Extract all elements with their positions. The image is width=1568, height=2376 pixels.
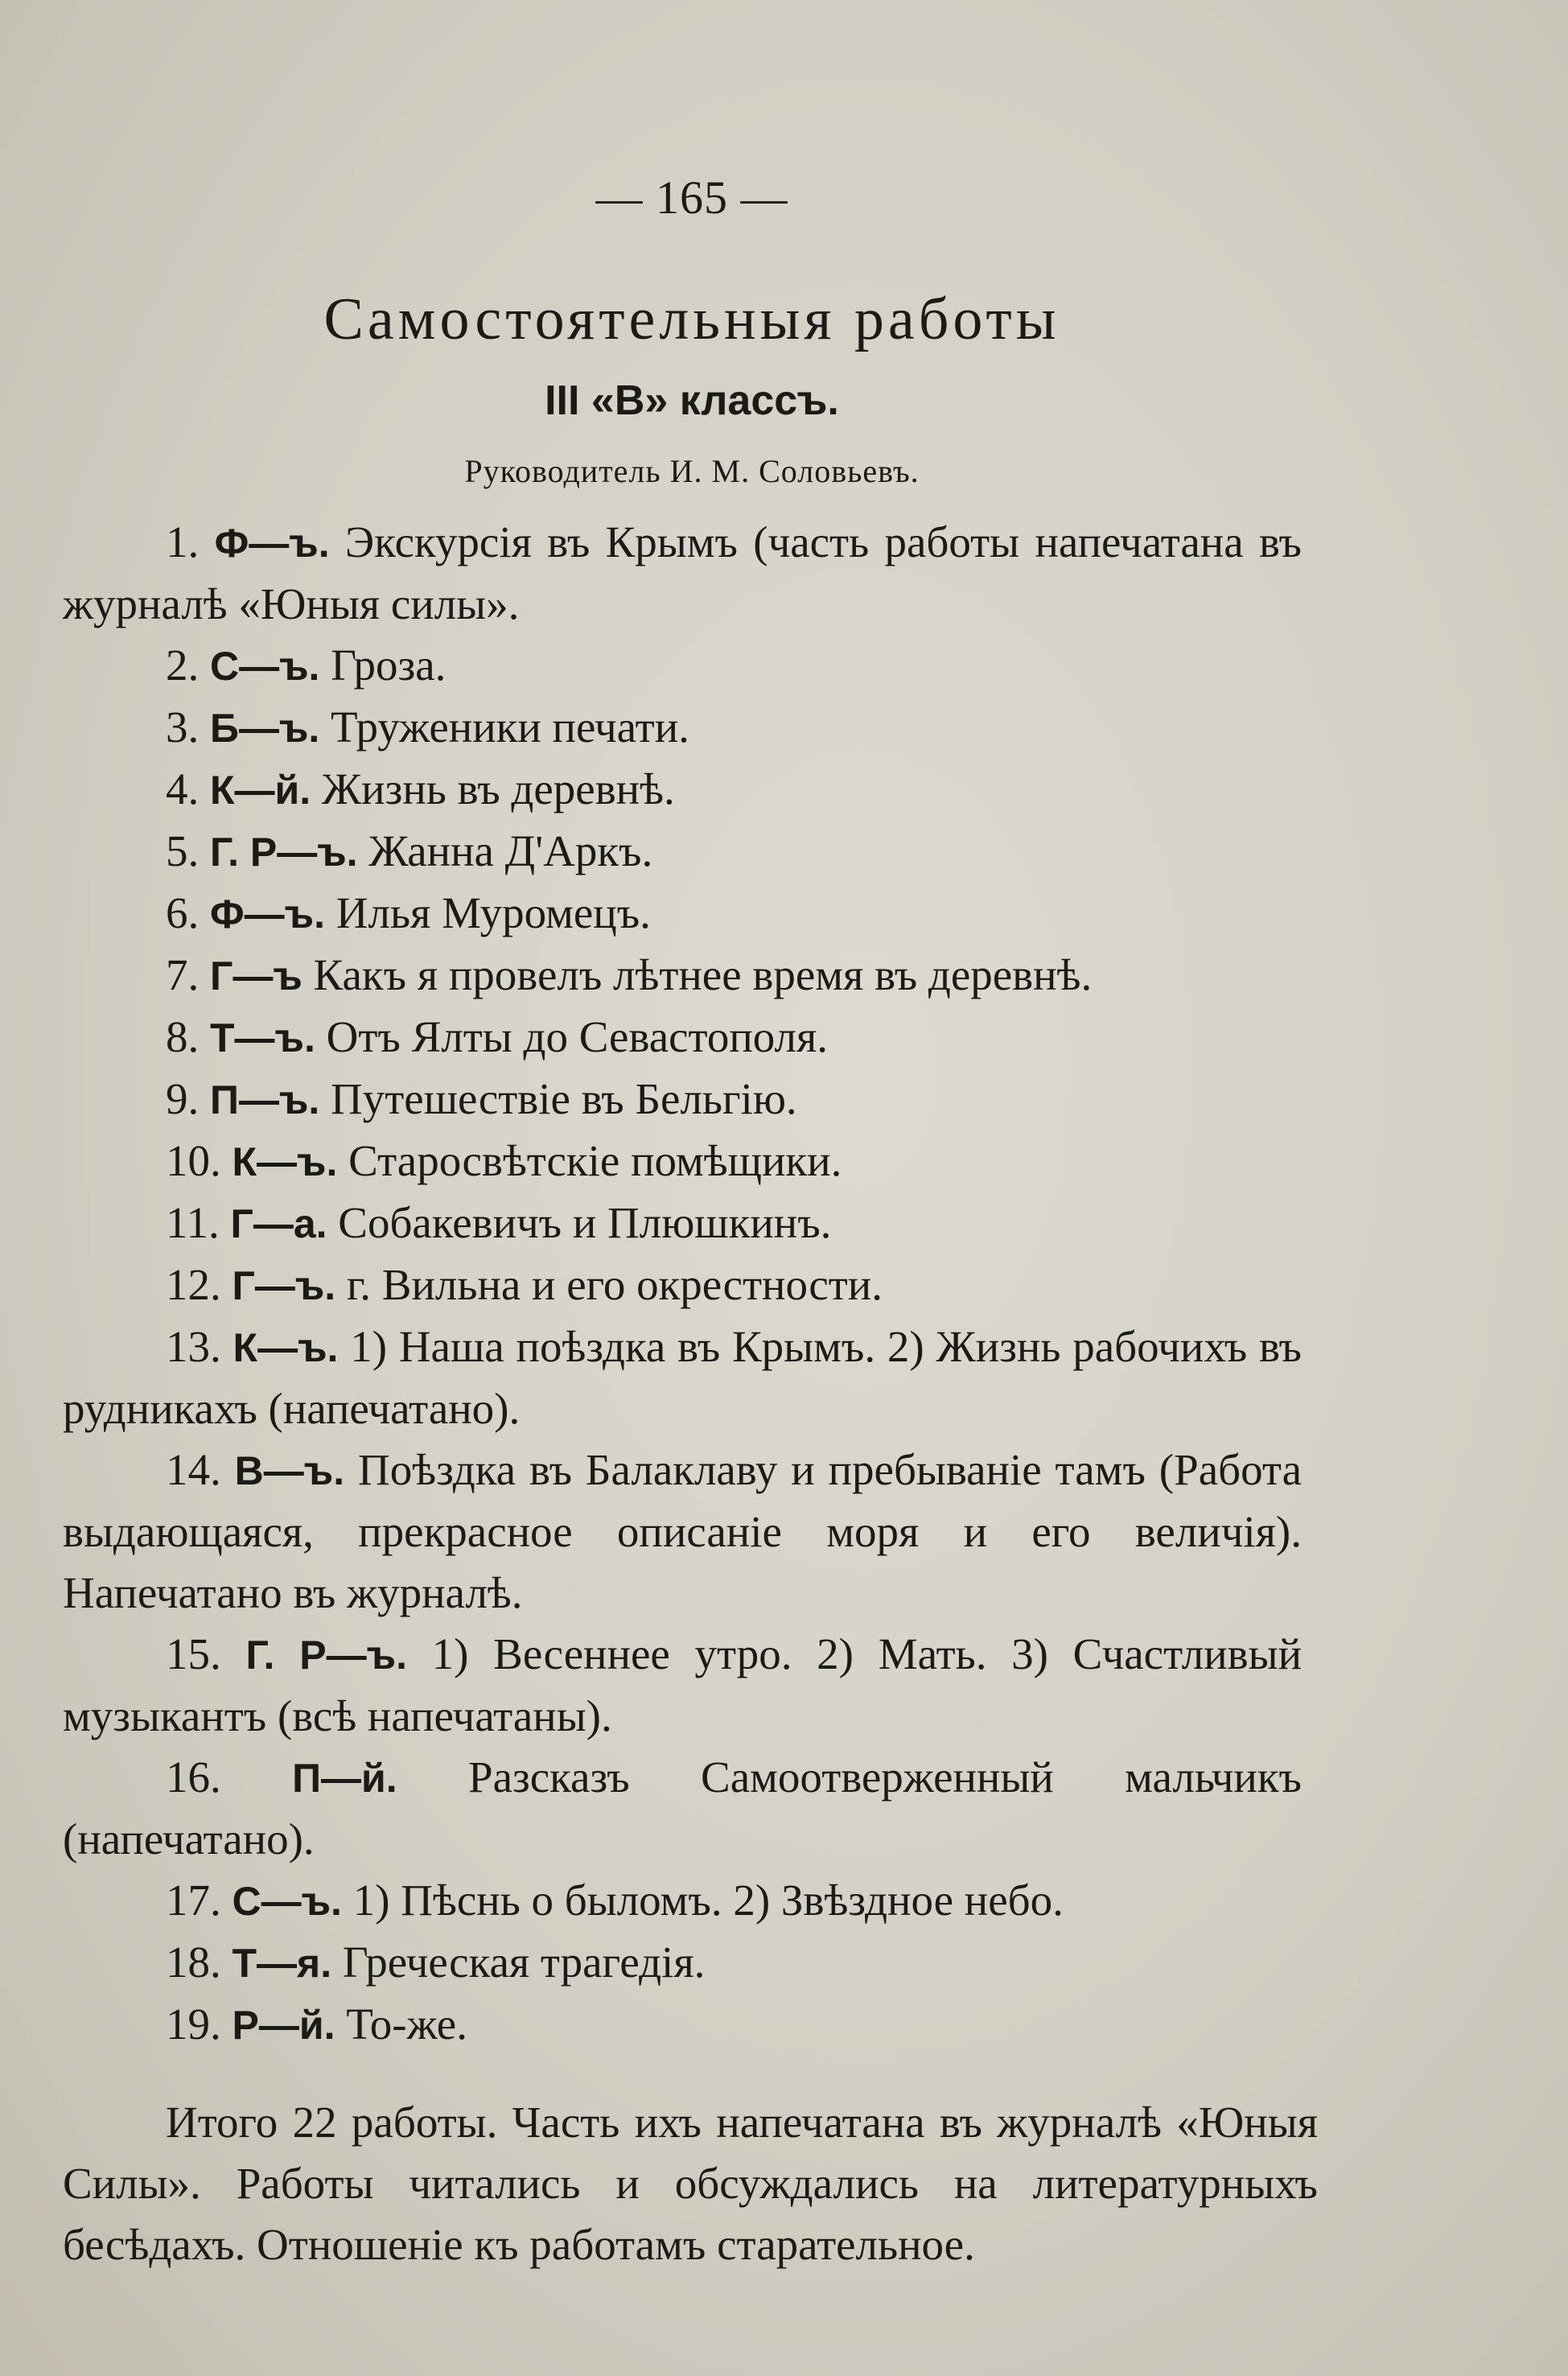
entry-number: 15.	[166, 1629, 221, 1678]
entry-title: То-же.	[346, 1999, 467, 2049]
list-item	[63, 1192, 1302, 1254]
list-item	[63, 1994, 1302, 2056]
class-title: III «В» классъ.	[545, 377, 839, 424]
list-item	[63, 1932, 1302, 1994]
list-item	[63, 1439, 1302, 1624]
list-item	[63, 883, 1302, 945]
list-item	[63, 1316, 1302, 1439]
entry-title: Экскурсія въ Крымъ (часть работы напечатана въ журналѣ «Юныя силы».	[63, 517, 1302, 628]
list-item	[63, 1747, 1302, 1870]
entry-title: Илья Муромецъ.	[335, 888, 651, 937]
entry-title: г. Вильна и его окрестности.	[346, 1260, 883, 1309]
entry-title: 1) Наша поѣздка въ Крымъ. 2) Жизнь рабочихъ въ рудникахъ (напечатано).	[63, 1322, 1302, 1433]
entry-author: Т—я.	[232, 1941, 332, 1986]
summary-paragraph: Итого 22 работы. Часть ихъ напечатана въ журналѣ «Юныя Силы». Работы читались и обсуждались на литературныхъ бесѣдахъ. Отношеніе къ работамъ старательное.	[63, 2098, 1318, 2269]
entry-author: Г—ъ	[210, 953, 302, 999]
entry-number: 7.	[166, 950, 200, 999]
entry-number: 12.	[166, 1260, 221, 1309]
list-item	[63, 697, 1302, 759]
leader-line: Руководитель И. М. Соловьевъ.	[464, 453, 920, 489]
entry-title: Греческая трагедія.	[342, 1937, 706, 1987]
entry-number: 11.	[166, 1198, 220, 1247]
entry-author: Г—ъ.	[232, 1263, 336, 1308]
entry-title: 1) Пѣснь о быломъ. 2) Звѣздное небо.	[352, 1876, 1064, 1925]
entry-number: 10.	[166, 1136, 221, 1185]
entry-number: 17.	[166, 1876, 221, 1925]
list-item	[63, 635, 1302, 697]
entry-author: П—й.	[292, 1756, 397, 1801]
entry-author: К—й.	[210, 768, 311, 813]
entry-number: 9.	[166, 1074, 200, 1123]
entry-number: 13.	[166, 1322, 221, 1371]
entry-number: 19.	[166, 1999, 221, 2049]
list-item	[63, 759, 1302, 821]
entry-number: 18.	[166, 1937, 221, 1987]
section-title: Самостоятельныя работы	[323, 286, 1060, 352]
entry-number: 1.	[166, 517, 200, 566]
list-item	[63, 1624, 1302, 1747]
entry-title: Гроза.	[331, 640, 447, 690]
entry-author: Г—а.	[230, 1201, 327, 1246]
entry-author: П—ъ.	[210, 1077, 320, 1122]
entry-author: С—ъ.	[232, 1879, 342, 1924]
entry-author: Г. Р—ъ.	[210, 830, 358, 875]
entry-number: 16.	[166, 1752, 221, 1802]
list-item	[63, 1130, 1302, 1192]
entry-title: Какъ я провелъ лѣтнее время въ деревнѣ.	[313, 950, 1093, 999]
entry-title: Путешествіе въ Бельгію.	[331, 1074, 797, 1123]
entry-title: Поѣздка въ Балаклаву и пребываніе тамъ (Работа выдающаяся, прекрасное описаніе моря и его величія). Напечатано въ журналѣ.	[63, 1445, 1302, 1617]
entry-number: 4.	[166, 764, 200, 813]
entry-author: Ф—ъ.	[214, 521, 330, 566]
entry-number: 14.	[166, 1445, 221, 1494]
list-item	[63, 821, 1302, 883]
entry-author: В—ъ.	[234, 1448, 345, 1493]
entry-number: 6.	[166, 888, 200, 937]
entry-author: Г. Р—ъ.	[245, 1633, 407, 1678]
list-item	[63, 1007, 1302, 1069]
entry-title: Жанна Д'Аркъ.	[368, 826, 653, 875]
entry-title: Труженики печати.	[331, 702, 689, 752]
entry-title: Старосвѣтскіе помѣщики.	[348, 1136, 842, 1185]
entry-author: К—ъ.	[232, 1139, 338, 1184]
entry-author: Ф—ъ.	[210, 892, 326, 937]
entry-number: 3.	[166, 702, 200, 752]
entry-author: Т—ъ.	[210, 1015, 315, 1060]
entry-title: 1) Весеннее утро. 2) Мать. 3) Счастливый музыкантъ (всѣ напечатаны).	[63, 1629, 1302, 1740]
list-item	[63, 945, 1302, 1007]
entry-title: Жизнь въ деревнѣ.	[321, 764, 675, 813]
entry-author: С—ъ.	[210, 644, 320, 689]
entry-title: Разсказъ Самоотверженный мальчикъ (напечатано).	[63, 1752, 1302, 1863]
list-item	[63, 512, 1302, 635]
list-item	[63, 1069, 1302, 1130]
entry-title: Отъ Ялты до Севастополя.	[326, 1012, 829, 1061]
list-item	[63, 1870, 1302, 1932]
entry-number: 8.	[166, 1012, 200, 1061]
entry-number: 5.	[166, 826, 200, 875]
list-item	[63, 1254, 1302, 1316]
entry-author: Б—ъ.	[210, 706, 320, 751]
entry-author: Р—й.	[232, 2003, 335, 2048]
entry-number: 2.	[166, 640, 200, 690]
works-list	[63, 512, 1302, 2056]
entry-author: К—ъ.	[233, 1325, 339, 1370]
entry-title: Собакевичъ и Плюшкинъ.	[338, 1198, 832, 1247]
page-number: — 165 —	[595, 171, 788, 224]
